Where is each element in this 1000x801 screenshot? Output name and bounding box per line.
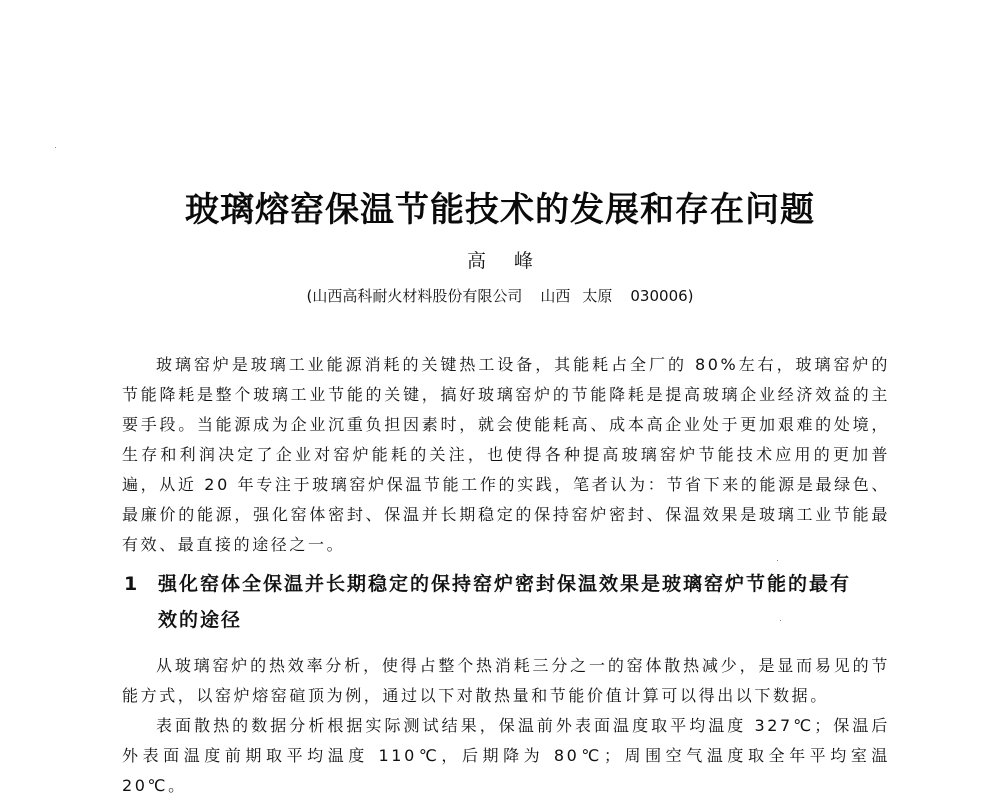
affiliation-organization: 山西高科耐火材料股份有限公司 bbox=[312, 287, 523, 305]
scan-speck bbox=[55, 147, 56, 148]
author-name bbox=[0, 248, 1000, 274]
body-paragraph: 表面散热的数据分析根据实际测试结果，保温前外表面温度取平均温度 327℃；保温后外表面温度前期取平均温度 110℃，后期降为 80℃；周围空气温度取全年平均室温 20℃。 bbox=[122, 716, 890, 795]
body-paragraph: 从玻璃窑炉的热效率分析，使得占整个热消耗三分之一的窑体散热减少，是显而易见的节能方式，以窑炉熔窑碹顶为例，通过以下对散热量和节能价值计算可以得出以下数据。 bbox=[122, 656, 890, 705]
section-heading bbox=[124, 566, 864, 638]
intro-section bbox=[122, 350, 890, 560]
author-char: 峰 bbox=[514, 250, 534, 272]
affiliation-city: 太原 bbox=[582, 287, 613, 305]
author-affiliation bbox=[0, 285, 1000, 307]
affiliation-province: 山西 bbox=[540, 287, 571, 305]
intro-paragraph: 玻璃窑炉是玻璃工业能源消耗的关键热工设备，其能耗占全厂的 80%左右，玻璃窑炉的节能降耗是整个玻璃工业节能的关键，搞好玻璃窑炉的节能降耗是提高玻璃企业经济效益的主要手段。当能源成为企业沉重负担因素时，就会使能耗高、成本高企业处于更加艰难的处境，生存和利润决定了企业对窑炉能耗的关注，也使得各种提高玻璃窑炉节能技术应用的更加普遍，从近 20 年专注于玻璃窑炉保温节能工作的实践，笔者认为：节省下来的能源是最绿色、最廉价的能源，强化窑体密封、保温并长期稳定的保持窑炉密封、保温效果是玻璃工业节能最有效、最直接的途径之一。 bbox=[122, 355, 890, 554]
scan-speck bbox=[777, 560, 778, 561]
affiliation-postcode: 030006 bbox=[630, 287, 688, 305]
affiliation-close-paren: ) bbox=[687, 287, 694, 305]
affiliation-open-paren: ( bbox=[306, 287, 313, 305]
section-heading-text: 强化窑体全保温并长期稳定的保持窑炉密封保温效果是玻璃窑炉节能的最有效的途径 bbox=[158, 573, 852, 631]
section-number: 1 bbox=[124, 573, 140, 595]
author-char: 高 bbox=[466, 250, 486, 272]
section-body bbox=[122, 651, 890, 801]
paper-title: 玻璃熔窑保温节能技术的发展和存在问题 bbox=[185, 190, 815, 230]
